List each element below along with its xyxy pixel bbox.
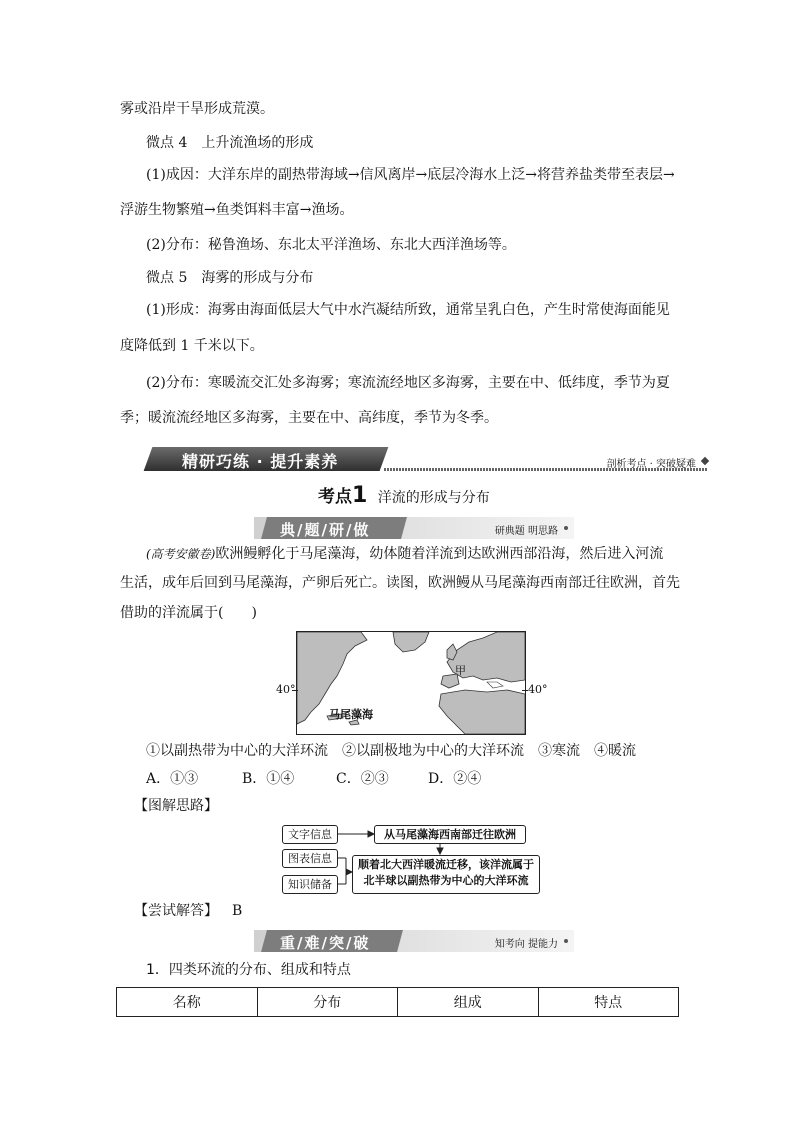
box-knowledge: 知识储备	[282, 875, 338, 894]
section-banner	[148, 444, 708, 474]
box-bottom-conclusion	[352, 855, 540, 894]
lat-tick-left	[292, 690, 298, 691]
paragraph-line: 雾或沿岸干旱形成荒漠。	[120, 101, 274, 117]
kaodian-heading	[318, 483, 490, 511]
col-header-name: 名称	[117, 988, 258, 1017]
subheading-weidian5: 微点 5 海雾的形成与分布	[146, 270, 314, 286]
diamond-icon	[701, 457, 709, 465]
map-lat-right: 40°	[528, 683, 548, 696]
map-label-jia: 甲	[455, 664, 466, 677]
table-heading: 1．四类环流的分布、组成和特点	[146, 962, 351, 978]
options-line: ①以副热带为中心的大洋环流 ②以副极地为中心的大洋环流 ③寒流 ④暖流	[146, 743, 636, 759]
kaodian-number: 1	[352, 483, 368, 508]
question-line	[146, 544, 663, 564]
paragraph-line: (1)成因：大洋东岸的副热带海域→信风离岸→底层冷海水上泛→将营养盐类带至表层→	[146, 167, 675, 183]
answer-line	[134, 901, 242, 921]
map-lat-left: 40°	[276, 683, 296, 696]
dot-icon	[564, 939, 568, 943]
col-header-distribution: 分布	[257, 988, 398, 1017]
bar-title: 典/题/研/做	[280, 521, 371, 539]
question-line: 生活，成年后回到马尾藻海，产卵后死亡。读图，欧洲鳗从马尾藻海西南部迁往欧洲，首先	[120, 575, 680, 591]
col-header-features: 特点	[538, 988, 679, 1017]
paragraph-line: (1)形成：海雾由海面低层大气中水汽凝结所致，通常呈乳白色，产生时常使海面能见	[146, 302, 670, 318]
map-label-sargasso: 马尾藻海	[329, 708, 373, 721]
paragraph-line: (2)分布：秘鲁渔场、东北太平洋渔场、东北大西洋渔场等。	[146, 237, 516, 253]
paragraph-line: (2)分布：寒暖流交汇处多海雾；寒流流经地区多海雾，主要在中、低纬度，季节为夏	[146, 375, 670, 391]
atlantic-map	[296, 631, 526, 735]
box-top-conclusion: 从马尾藻海西南部迁往欧洲	[374, 825, 526, 844]
question-line: 借助的洋流属于( )	[120, 605, 257, 621]
conclusion-line2: 北半球以副热带为中心的大洋环流	[363, 874, 529, 887]
kaodian-title: 洋流的形成与分布	[377, 490, 490, 506]
paragraph-line: 浮游生物繁殖→鱼类饵料丰富→渔场。	[120, 202, 354, 218]
answer-value: B	[232, 903, 243, 919]
paragraph-line: 季；暖流流经地区多海雾，主要在中、高纬度，季节为冬季。	[120, 410, 498, 426]
choice-d: D．②④	[428, 771, 482, 787]
col-header-composition: 组成	[398, 988, 539, 1017]
section-subtitle: 剖析考点 · 突破疑难	[606, 459, 696, 470]
circulation-table	[116, 987, 679, 1017]
key-difficulty-bar	[254, 930, 574, 952]
choice-c: C．②③	[336, 771, 389, 787]
dot-icon	[564, 526, 568, 530]
subheading-weidian4: 微点 4 上升流渔场的形成	[146, 135, 314, 151]
kaodian-prefix: 考点	[318, 487, 352, 507]
paragraph-line: 度降低到 1 千米以下。	[120, 338, 264, 354]
lat-tick-right	[522, 690, 528, 691]
choice-b: B．①④	[242, 771, 295, 787]
bar-subtitle: 研典题 明思路	[494, 526, 558, 537]
question-source: (高考安徽卷)	[146, 547, 216, 561]
table-header-row	[117, 988, 679, 1017]
box-chart-info: 图表信息	[282, 849, 338, 868]
thinking-heading: 【图解思路】	[134, 798, 218, 814]
bar-title: 重/难/突/破	[280, 934, 371, 952]
answer-label: 【尝试解答】	[134, 903, 218, 919]
conclusion-line1: 顺着北大西洋暖流迁移，该洋流属于	[358, 858, 534, 871]
bar-subtitle: 知考向 提能力	[494, 939, 558, 950]
question-text: 欧洲鳗孵化于马尾藻海，幼体随着洋流到达欧洲西部沿海，然后进入河流	[215, 546, 664, 562]
choice-a: A．①③	[146, 771, 199, 787]
section-title: 精研巧练 · 提升素养	[182, 452, 339, 471]
box-text-info: 文字信息	[282, 825, 338, 844]
typical-question-bar	[254, 517, 574, 539]
